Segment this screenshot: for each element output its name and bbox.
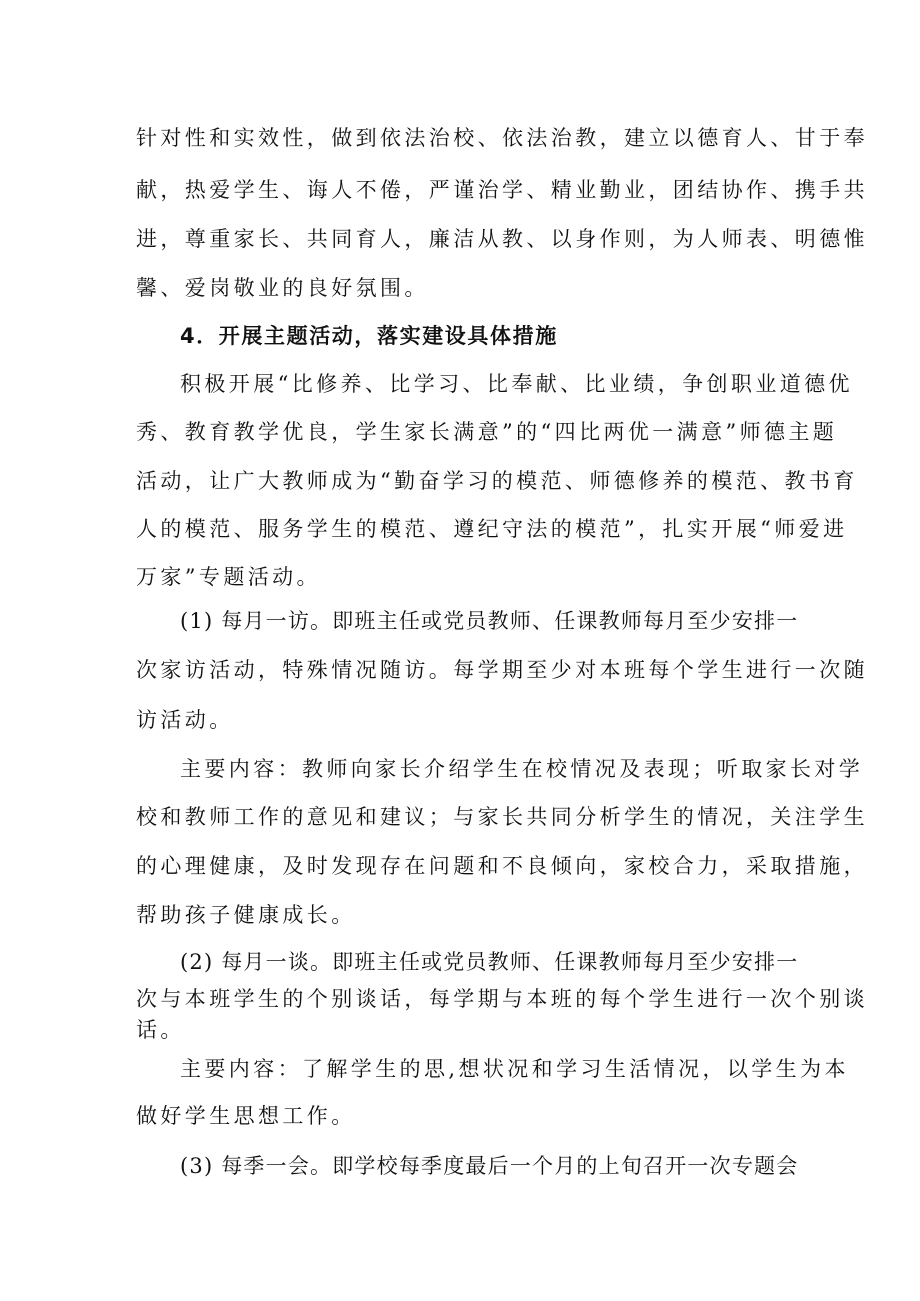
paragraph-line: 话。 (136, 1018, 185, 1042)
paragraph-line: 针对性和实效性，做到依法治校、依法治教，建立以德育人、甘于奉 (136, 126, 868, 150)
paragraph-line: 访活动。 (136, 708, 234, 732)
paragraph-line: 进，尊重家长、共同育人，廉洁从教、以身作则，为人师表、明德惟 (136, 227, 868, 251)
paragraph-line: 馨、爱岗敬业的良好氛围。 (136, 276, 429, 300)
paragraph-line: 帮助孩子健康成长。 (136, 903, 356, 927)
paragraph-line: 的心理健康，及时发现存在问题和不良倾向，家校合力，采取措施， (136, 854, 868, 878)
paragraph-line: 活动，让广大教师成为“勤奋学习的模范、师德修养的模范、教书育 (136, 469, 858, 493)
paragraph-line: 积极开展“比修养、比学习、比奉献、比业绩，争创职业道德优 (180, 372, 853, 396)
section-heading: 4．开展主题活动，落实建设具体措施 (180, 324, 558, 348)
paragraph-line: 次与本班学生的个别谈话，每学期与本班的每个学生进行一次个别谈 (136, 987, 868, 1011)
paragraph-line: 主要内容：了解学生的思,想状况和学习生活情况，以学生为本 (180, 1057, 849, 1081)
paragraph-line: 主要内容：教师向家长介绍学生在校情况及表现；听取家长对学 (180, 757, 864, 781)
list-item-heading: (2) 每月一谈。即班主任或党员教师、任课教师每月至少安排一 (180, 950, 799, 974)
list-item-heading: (1) 每月一访。即班主任或党员教师、任课教师每月至少安排一 (180, 609, 799, 633)
paragraph-line: 人的模范、服务学生的模范、遵纪守法的模范”，扎实开展“师爱进 (136, 517, 848, 541)
paragraph-line: 献，热爱学生、诲人不倦，严谨治学、精业勤业，团结协作、携手共 (136, 178, 868, 202)
paragraph-line: 万家”专题活动。 (136, 565, 321, 589)
paragraph-line: 次家访活动，特殊情况随访。每学期至少对本班每个学生进行一次随 (136, 658, 868, 682)
paragraph-line: 校和教师工作的意见和建议；与家长共同分析学生的情况，关注学生 (136, 805, 868, 829)
paragraph-line: 做好学生思想工作。 (136, 1104, 356, 1128)
list-item-heading: (3) 每季一会。即学校每季度最后一个月的上旬召开一次专题会 (180, 1154, 799, 1178)
paragraph-line: 秀、教育教学优良，学生家长满意”的“四比两优一满意”师德主题 (136, 420, 838, 444)
